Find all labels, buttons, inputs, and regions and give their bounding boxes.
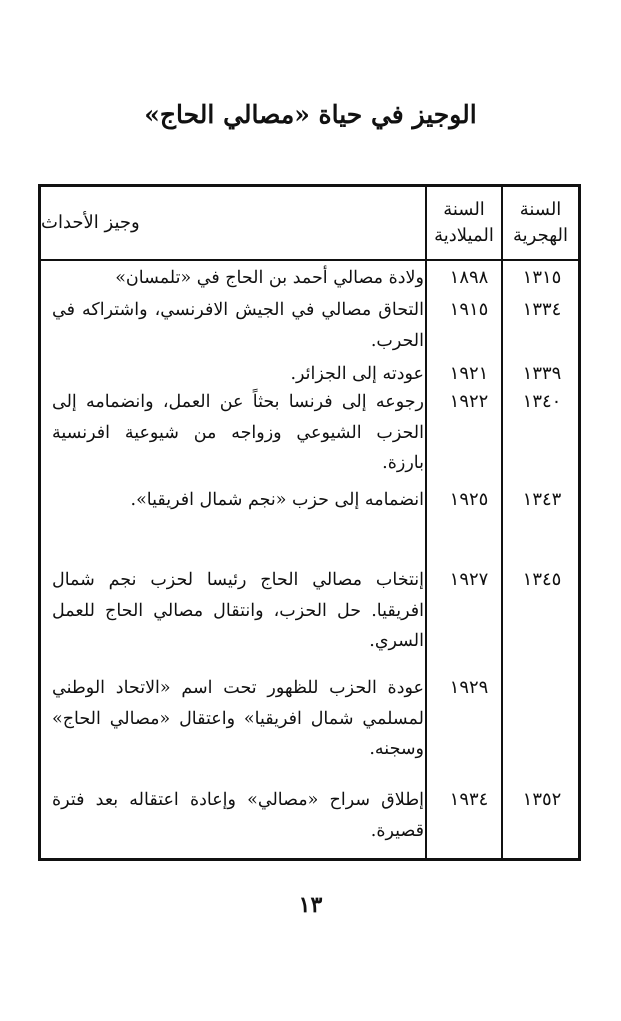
- hijri-year-cell: ١٣٥٢: [522, 789, 562, 810]
- column-divider: [425, 187, 427, 858]
- hijri-year-cell: ١٣٤٥: [522, 569, 562, 590]
- gregorian-year-cell: ١٨٩٨: [449, 267, 489, 288]
- event-cell: ولادة مصالي أحمد بن الحاج في «تلمسان»: [115, 268, 424, 288]
- hijri-year-cell: ١٣١٥: [522, 267, 562, 288]
- gregorian-year-cell: ١٩٢١: [449, 363, 489, 384]
- event-cell: رجوعه إلى فرنسا بحثاً عن العمل، وانضمامه إلى الحزب الشيوعي وزواجه من شيوعية افرنسية بارزة.: [52, 392, 424, 473]
- gregorian-year-cell: ١٩١٥: [449, 299, 489, 320]
- hijri-year-cell: ١٣٣٩: [522, 363, 562, 384]
- event-cell: إطلاق سراح «مصالي» وإعادة اعتقاله بعد فترة قصيرة.: [52, 790, 424, 841]
- header-events: وجيز الأحداث: [41, 211, 140, 233]
- hijri-year-cell: ١٣٤٠: [522, 391, 562, 412]
- header-hijri-year: السنة الهجرية: [513, 198, 568, 246]
- gregorian-year-cell: ١٩٢٢: [449, 391, 489, 412]
- hijri-year-cell: ١٣٣٤: [522, 299, 562, 320]
- gregorian-year-cell: ١٩٢٥: [449, 489, 489, 510]
- event-cell: انضمامه إلى حزب «نجم شمال افريقيا».: [130, 490, 424, 510]
- hijri-year-cell: ١٣٤٣: [522, 489, 562, 510]
- gregorian-year-cell: ١٩٣٤: [449, 789, 489, 810]
- event-cell: عودة الحزب للظهور تحت اسم «الاتحاد الوطني لمسلمي شمال افريقيا» واعتقال «مصالي الحاج» وسجنه.: [52, 678, 424, 759]
- page-title: الوجيز في حياة «مصالي الحاج»: [144, 100, 477, 129]
- header-gregorian-year: السنة الميلادية: [434, 198, 494, 246]
- header-divider: [41, 259, 578, 261]
- event-cell: إنتخاب مصالي الحاج رئيسا لحزب نجم شمال افريقيا. حل الحزب، وانتقال مصالي الحاج للعمل السري.: [52, 570, 424, 651]
- events-table: [38, 184, 581, 861]
- gregorian-year-cell: ١٩٢٩: [449, 677, 489, 698]
- event-cell: التحاق مصالي في الجيش الافرنسي، واشتراكه في الحرب.: [52, 300, 424, 351]
- event-cell: عودته إلى الجزائر.: [290, 364, 424, 384]
- gregorian-year-cell: ١٩٢٧: [449, 569, 489, 590]
- page-number: ١٣: [298, 892, 323, 918]
